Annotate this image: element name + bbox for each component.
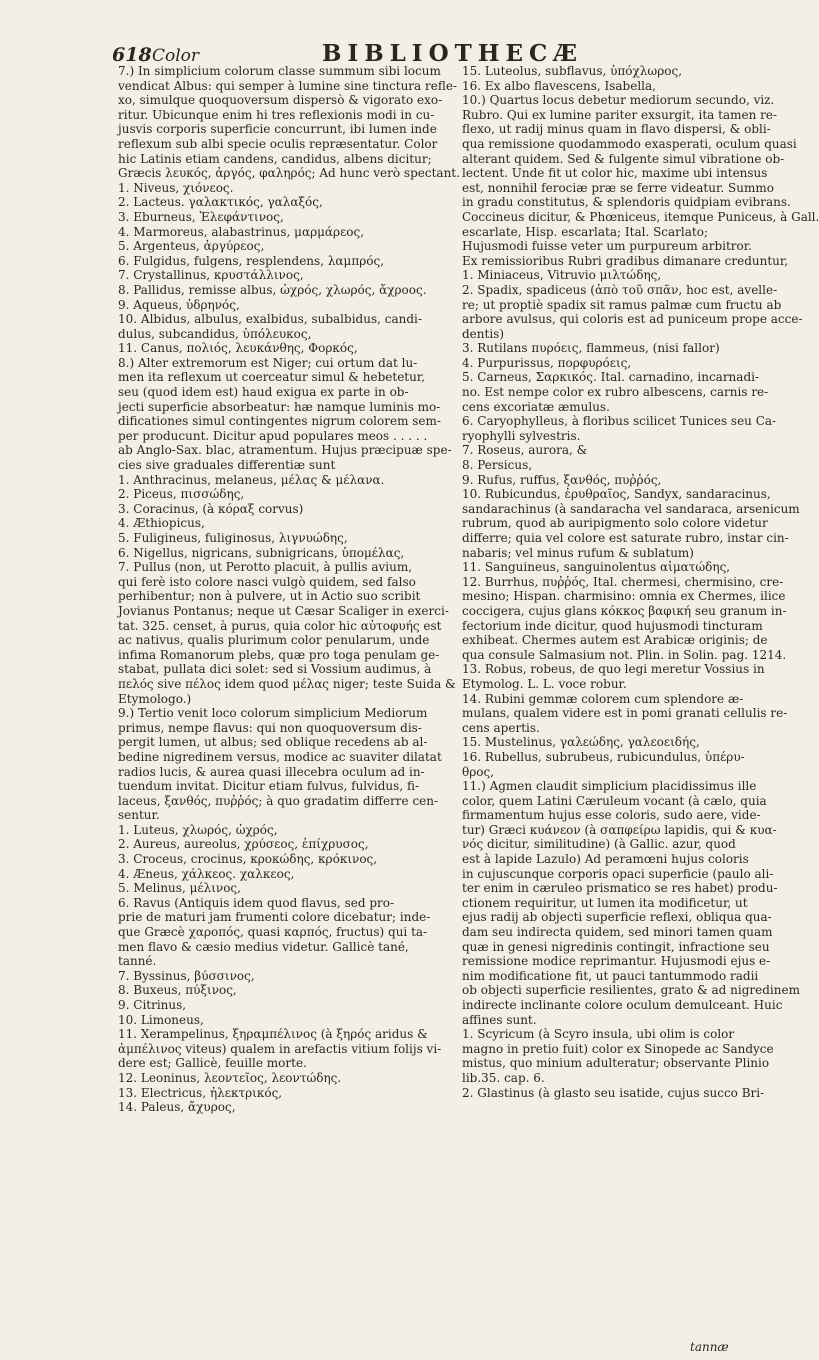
text-line: laceus, ξανθός, πυῤῥός; à quo gradatim differre cen- [118, 793, 439, 808]
text-line: cens apertis. [462, 720, 540, 735]
page-number: 618 [112, 44, 152, 66]
text-line: est à lapide Lazulo) Ad peramœni hujus coloris [462, 852, 749, 867]
text-line: Etymolog. L. L. voce robur. [462, 676, 627, 691]
text-line: 3. Rutilans πυρόεις, flammeus, (nisi fallor) [462, 341, 720, 356]
text-line: θρος, [462, 764, 495, 779]
text-line: ter enim in cæruleo prismatico se res habet) produ- [462, 881, 778, 896]
text-line: flexo, ut radij minus quam in flavo dispersi, & obli- [462, 122, 771, 137]
text-line: fectorium inde dicitur, quod hujusmodi tincturam [462, 618, 763, 633]
text-line: primus, nempe flavus: qui non quoquoversum dis- [118, 720, 422, 735]
text-line: 3. Croceus, crocinus, κροκώδης, κρόκινος, [118, 852, 378, 867]
text-line: 13. Robus, robeus, de quo legi meretur Vossius in [462, 662, 765, 677]
text-line: tat. 325. censet, à purus, quia color hic αὐτοφυής est [118, 618, 442, 633]
text-line: 11.) Agmen claudit simplicium placidissimus ille [462, 779, 757, 794]
text-line: 4. Marmoreus, alabastrinus, μαρμάρεος, [118, 224, 365, 239]
text-line: qua remissione quodammodo exasperati, oculum quasi [462, 136, 797, 151]
text-line: Coccineus dicitur, & Phœniceus, itemque Puniceus, à Gall. [462, 209, 819, 224]
text-line: 9. Aqueus, ὑδρηνός, [118, 297, 240, 312]
text-line: Ex remissioribus Rubri gradibus dimanare creduntur, [462, 253, 789, 268]
text-line: tanné. [118, 954, 157, 969]
text-line: alterant quidem. Sed & fulgente simul vibratione ob- [462, 151, 785, 166]
text-line: 7.) In simplicium colorum classe summum sibi locum [118, 64, 441, 78]
text-line: 2. Spadix, spadiceus (ἀπὸ τοῦ σπᾶν, hoc est, avelle- [462, 282, 778, 297]
text-line: 10. Albidus, albulus, exalbidus, subalbidus, candi- [118, 312, 422, 327]
text-line: Hujusmodi fuisse veter um purpureum arbitror. [462, 239, 752, 254]
text-line: πελός sive πέλος idem quod μέλας niger; teste Suida & [118, 676, 456, 691]
text-line: lectent. Unde fit ut color hic, maxime ubi intensus [462, 166, 768, 181]
text-line: per producunt. Dicitur apud populares meos . . . . . [118, 428, 428, 443]
text-line: ἀμπέλινος viteus) qualem in arefactis vitium folijs vi- [118, 1041, 442, 1056]
text-line: hic Latinis etiam candens, candidus, albens dicitur; [118, 151, 432, 166]
text-line: 5. Fuligineus, fuliginosus, λιγνυώδης, [118, 531, 348, 545]
text-line: 4. Æneus, χάλκεος. χαλκεος, [118, 866, 295, 881]
text-line: 3. Eburneus, Ἐλεφάντινος, [118, 209, 284, 224]
text-line: νός dicitur, similitudine) (à Gallic. azur, quod [462, 837, 736, 852]
text-line: affines sunt. [462, 1012, 537, 1027]
text-line: nabaris; vel minus rufum & sublatum) [462, 545, 694, 560]
text-line: ab Anglo-Sax. blac, atramentum. Hujus præcipuæ spe- [118, 443, 452, 458]
text-line: men ita reflexum ut coerceatur simul & hebetetur, [118, 370, 426, 385]
text-line: mulans, qualem videre est in pomi granati cellulis re- [462, 706, 788, 721]
text-line: infima Romanorum plebs, quæ pro toga penulam ge- [118, 647, 440, 662]
text-line: ctionem requiritur, ut lumen ita modificetur, ut [462, 895, 748, 910]
text-line: mesino; Hispan. charmisino: omnia ex Chermes, ilice [462, 589, 786, 604]
text-line: 9. Rufus, ruffus, ξανθός, πυῤῥός, [462, 472, 662, 487]
text-line: dificationes simul contingentes nigrum colorem sem- [118, 414, 441, 429]
text-line: 7. Pullus (non, ut Perotto placuit, à pullis avium, [118, 560, 413, 575]
text-line: stabat, pullata dici solet: sed si Vossium audimus, à [118, 662, 432, 677]
text-line: 14. Rubini gemmæ colorem cum splendore æ- [462, 691, 744, 706]
left-column [118, 64, 460, 1115]
text-line: tuendum invitat. Dicitur etiam fulvus, fulvidus, fi- [118, 779, 420, 794]
text-line: 7. Byssinus, βύσσινος, [118, 968, 255, 983]
text-line: radios lucis, & aurea quasi illecebra oculum ad in- [118, 764, 425, 779]
right-column [462, 64, 819, 1100]
text-line: dam seu indirecta quidem, sed minori tamen quam [462, 925, 773, 940]
text-line: tur) Græci κυάνεον (à σαπφείρω lapidis, qui & κυα- [462, 822, 777, 837]
text-line: 10. Limoneus, [118, 1012, 204, 1027]
text-line: qua consule Salmasium not. Plin. in Solin. pag. 1214. [462, 647, 787, 662]
text-line: indirecte inclinante colore oculum demulceant. Huic [462, 998, 783, 1012]
text-line: 11. Sanguineus, sanguinolentus αἱματώδης, [462, 560, 731, 575]
text-line: 6. Nigellus, nigricans, subnigricans, ὑπομέλας, [118, 545, 405, 560]
text-line: prie de maturi jam frumenti colore dicebatur; inde- [118, 910, 431, 925]
text-line: in cujuscunque corporis opaci superficie (paulo ali- [462, 866, 774, 881]
text-line: 2. Lacteus. γαλακτικός, γαλαξός, [118, 195, 323, 210]
text-line: 11. Xerampelinus, ξηραμπέλινος (à ξηρός aridus & [118, 1027, 428, 1042]
text-line: Rubro. Qui ex lumine pariter exsurgit, ita tamen re- [462, 107, 778, 122]
text-line: 1. Luteus, χλωρός, ὠχρός, [118, 822, 278, 837]
text-line: 1. Niveus, χιόνεος. [118, 180, 234, 195]
text-line: 1. Anthracinus, melaneus, μέλας & μέλανα. [118, 472, 385, 487]
text-line: rubrum, quod ab auripigmento solo colore videtur [462, 516, 768, 531]
text-line: 1. Scyricum (à Scyro insula, ubi olim is color [462, 1027, 735, 1042]
text-line: 13. Electricus, ἠλεκτρικός, [118, 1085, 283, 1100]
text-line: firmamentum hujus esse coloris, sudo aere, vide- [462, 808, 761, 823]
text-line: in gradu constitutus, & splendoris quidpiam evibrans. [462, 195, 791, 210]
text-line: cens excoriatæ æmulus. [462, 399, 610, 414]
text-line: est, nonnihil ferociæ præ se ferre videatur. Summo [462, 180, 774, 195]
text-line: 5. Carneus, Σαρκικός. Ital. carnadino, incarnadi- [462, 370, 760, 385]
text-line: 2. Piceus, πισσώδης, [118, 487, 245, 502]
text-line: mistus, quo minium adulteratur; observante Plinio [462, 1056, 770, 1071]
text-line: 2. Glastinus (à glasto seu isatide, cujus succo Bri- [462, 1085, 765, 1100]
text-line: 5. Melinus, μέλινος, [118, 881, 241, 896]
text-line: Jovianus Pontanus; neque ut Cæsar Scaliger in exerci- [118, 603, 449, 618]
text-line: 8. Persicus, [462, 458, 533, 473]
text-line: dere est; Gallicè, feuille morte. [118, 1056, 307, 1071]
text-line: ob objecti superficie resilientes, grato & ad nigredinem [462, 983, 800, 998]
text-line: color, quem Latini Cæruleum vocant (à cælo, quia [462, 793, 767, 808]
text-line: 15. Luteolus, subflavus, ὑπόχλωρος, [462, 64, 683, 78]
text-line: 4. Æthiopicus, [118, 516, 205, 531]
text-line: 5. Argenteus, ἀργύρεος, [118, 239, 265, 254]
text-line: dulus, subcandidus, ὑπόλευκος, [118, 326, 312, 341]
text-line: vendicat Albus: qui semper à lumine sine tinctura refle- [118, 78, 458, 93]
text-line: Etymologo.) [118, 691, 192, 706]
text-line: 16. Ex albo flavescens, Isabella, [462, 78, 656, 93]
text-line: xo, simulque quoquoversum dispersò & vigorato exo- [118, 93, 443, 108]
text-line: 12. Burrhus, πυῤῥός, Ital. chermesi, chermisino, cre- [462, 574, 784, 589]
text-line: remissione modice reprimantur. Hujusmodi ejus e- [462, 954, 771, 969]
text-line: 1. Miniaceus, Vitruvio μιλτώδης, [462, 268, 662, 283]
text-line: sentur. [118, 808, 160, 823]
text-line: 6. Fulgidus, fulgens, resplendens, λαμπρός, [118, 253, 385, 268]
text-line: 10. Rubicundus, ἐρυθραῖος, Sandyx, sandaracinus, [462, 487, 771, 502]
text-line: 6. Ravus (Antiquis idem quod flavus, sed pro- [118, 895, 395, 910]
text-line: 15. Mustelinus, γαλεώδης, γαλεοειδής, [462, 735, 700, 750]
text-line: 9. Citrinus, [118, 998, 187, 1012]
text-line: cies sive graduales differentiæ sunt [118, 458, 336, 473]
text-line: 7. Crystallinus, κρυστάλλινος, [118, 268, 304, 283]
text-line: arbore avulsus, qui coloris est ad punicеum prope acce- [462, 312, 803, 327]
text-line: jusvis corporis superficie concurrunt, ibi lumen inde [118, 122, 437, 137]
text-line: ac nativus, qualis plurimum color penularum, unde [118, 633, 430, 648]
text-line: qui ferè isto colore nasci vulgò quidem, sed falso [118, 574, 416, 589]
text-line: 16. Rubellus, subrubeus, rubicundulus, ὑπέρυ- [462, 749, 745, 764]
text-line: magno in pretio fuit) color ex Sinopede ac Sandyce [462, 1041, 774, 1056]
text-line: Græcis λευκός, ἀργός, φαληρός; Ad hunc verò spectant. [118, 166, 460, 181]
text-line: quæ in genesi nigredinis contingit, infractione seu [462, 939, 770, 954]
text-line: 9.) Tertio venit loco colorum simplicium Mediorum [118, 706, 428, 721]
text-line: 10.) Quartus locus debetur mediorum secundo, viz. [462, 93, 775, 108]
text-line: dentis) [462, 326, 505, 341]
text-line: re; ut proptiè spadix sit ramus palmæ cum fructu ab [462, 297, 782, 312]
text-line: no. Est nempe color ex rubro albescens, carnis re- [462, 385, 769, 400]
text-line: nim modificatione fit, ut pauci tantummodo radii [462, 968, 759, 983]
text-line: 14. Paleus, ἄχυρος, [118, 1100, 236, 1115]
text-line: 8. Pallidus, remisse albus, ὠχρός, χλωρός, ἄχροος. [118, 282, 427, 297]
text-line: que Græcè χαροπός, quasi καρπός, fructus) qui ta- [118, 925, 428, 940]
text-line: ejus radij ab objecti superficie reflexi, obliqua qua- [462, 910, 772, 925]
text-line: escarlate, Hisp. escarlata; Ital. Scarlato; [462, 224, 708, 239]
text-line: lib.35. cap. 6. [462, 1070, 545, 1085]
text-line: 12. Leoninus, λεοντεῖος, λεοντώδης. [118, 1070, 342, 1085]
text-line: ryophylli sylvestris. [462, 428, 581, 443]
text-line: bedine nigredinem versus, modice ac suaviter dilatat [118, 749, 442, 764]
text-line: seu (quod idem est) haud exiguа ex parte in ob- [118, 385, 409, 400]
text-line: perhibentur; non à pulvere, ut in Actio suo scribit [118, 589, 421, 604]
text-line: coccigera, cujus glans κόκκος βαφική seu granum in- [462, 603, 787, 618]
page-title: BIBLIOTHECÆ [322, 40, 584, 67]
running-head: Color [152, 46, 200, 66]
text-line: 8. Buxeus, πύξινος, [118, 983, 237, 998]
text-line: exhibeat. Chermes autem est Arabicæ originis; de [462, 633, 768, 648]
text-line: 2. Aureus, aureolus, χρύσεος, ἐπίχρυσος, [118, 837, 369, 852]
text-line: ritur. Ubicunque enim hi tres reflexionis modi in cu- [118, 107, 435, 122]
text-line: 7. Roseus, aurora, & [462, 443, 588, 458]
text-line: 3. Coracinus, (à κόραξ corvus) [118, 501, 304, 516]
text-line: men flavo & cæsio medius videtur. Gallicè tané, [118, 939, 409, 954]
text-line: 8.) Alter extremorum est Niger; cui ortum dat lu- [118, 355, 418, 370]
text-line: 11. Canus, πολιός, λευκάνθης, Φορκός, [118, 341, 358, 356]
text-line: pergit lumen, ut albus; sed oblique recedens ab al- [118, 735, 428, 750]
text-line: differre; quia vel colore est saturate rubro, instar cin- [462, 531, 789, 545]
text-line: 4. Purpurissus, πορφυρόεις, [462, 355, 632, 370]
text-line: jecti superficie absorbeatur: hæ namque luminis mo- [118, 399, 441, 414]
text-line: sandarachinus (à sandaracha vel sandaraca, arsenicum [462, 501, 800, 516]
text-line: reflexum sub albi specie oculis repræsentatur. Color [118, 136, 438, 151]
catchword: tannæ [690, 1340, 729, 1354]
text-line: 6. Caryophylleus, à floribus scilicet Tunices seu Ca- [462, 414, 777, 429]
